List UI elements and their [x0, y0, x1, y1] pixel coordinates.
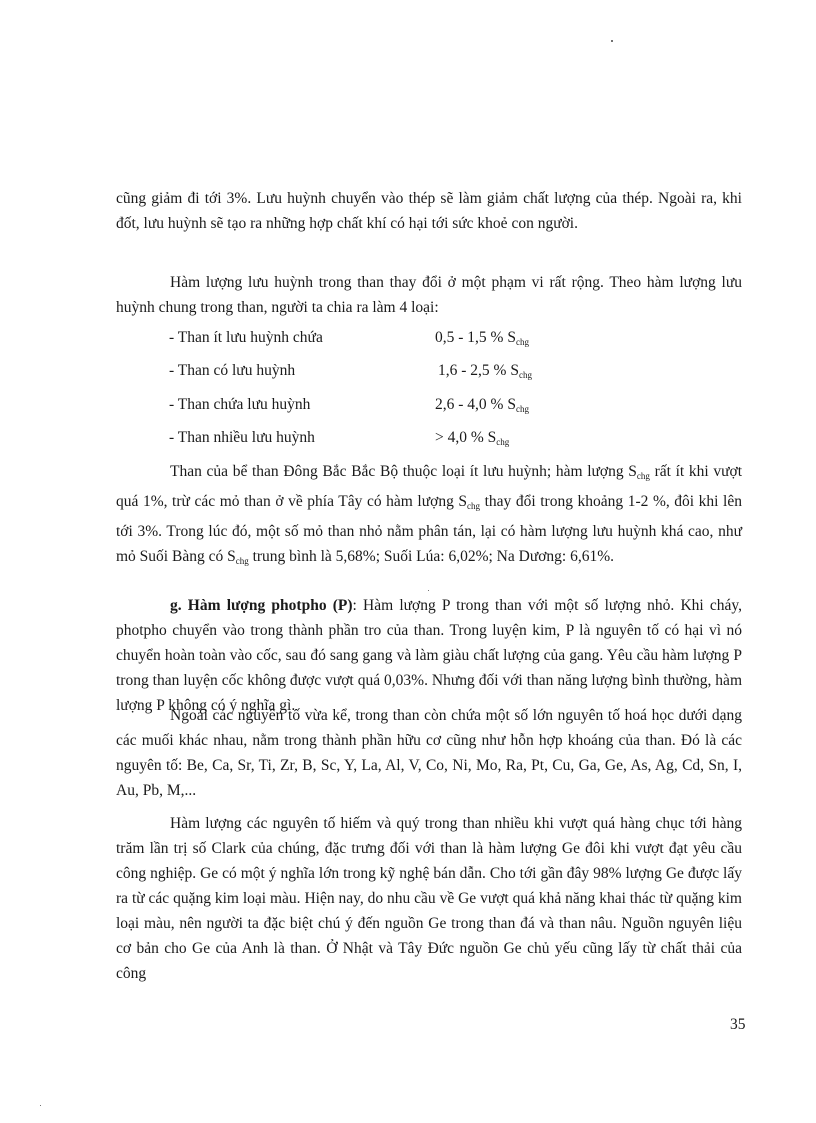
list-item-label: - Than ít lưu huỳnh chứa [169, 329, 323, 346]
scan-speck [611, 40, 613, 42]
list-item-label: - Than nhiều lưu huỳnh [169, 429, 315, 446]
section-heading: g. Hàm lượng photpho (P) [170, 597, 353, 614]
paragraph-text: Hàm lượng lưu huỳnh trong than thay đổi ở một phạm vi rất rộng. Theo hàm lượng lưu huỳnh chung trong than, người ta chia ra làm 4 loại: [116, 274, 742, 316]
paragraph-text: g. Hàm lượng photpho (P): Hàm lượng P trong than với một số lượng nhỏ. Khi cháy, photpho chuyển vào trong thành phần tro của than. Trong luyện kim, P là nguyên tố có hại vì nó chuyển hoàn toàn vào cốc, sau đó sang gang và làm giàu chất lượng của gang. Yêu cầu hàm lượng P trong than luyện cốc không được vượt quá 0,03%. Nhưng đối với than năng lượng bình thường, hàm lượng P không có ý nghĩa gì. [116, 597, 742, 714]
page-number: 35 [730, 1016, 746, 1033]
list-item-value: 0,5 - 1,5 % $S_{chg}$ [435, 329, 529, 347]
paragraph-trace-elements [116, 703, 742, 803]
paragraph-text: Hàm lượng các nguyên tố hiếm và quý trong than nhiều khi vượt quá hàng chục tới hàng trăm lần trị số Clark của chúng, đặc trưng đối với than là hàm lượng Ge đôi khi vượt đạt yêu cầu công nghiệp. Ge có một ý nghĩa lớn trong kỹ nghệ bán dẫn. Cho tới gần đây 98% lượng Ge được lấy ra từ các quặng kim loại màu. Hiện nay, do nhu cầu về Ge vượt quá khả năng khai thác từ quặng kim loại màu, nên người ta đặc biệt chú ý đến nguồn Ge trong than đá và than nâu. Nguồn nguyên liệu cơ bản cho Ge của Anh là than. Ở Nhật và Tây Đức nguồn Ge chủ yếu cũng lấy từ chất thải của công [116, 815, 742, 982]
paragraph-text: Ngoài các nguyên tố vừa kể, trong than còn chứa một số lớn nguyên tố hoá học dưới dạng các muối khác nhau, nằm trong thành phần hữu cơ cũng như hỗn hợp khoáng của than. Đó là các nguyên tố: Be, Ca, Sr, Ti, Zr, B, Sc, Y, La, Al, V, Co, Ni, Mo, Ra, Pt, Cu, Ga, Ge, As, Ag, Cd, Sn, I, Au, Pb, M,... [116, 707, 742, 799]
paragraph-northeast-basin [116, 459, 742, 574]
list-item-value: 1,6 - 2,5 % $S_{chg}$ [438, 362, 532, 380]
list-item [169, 394, 729, 416]
list-item [169, 427, 729, 449]
list-item-value: 2,6 - 4,0 % $S_{chg}$ [435, 396, 529, 414]
list-item-label: - Than có lưu huỳnh [169, 362, 296, 379]
paragraph-sulfur-effect [116, 186, 742, 236]
list-item [169, 327, 729, 349]
paragraph-text: Than của bể than Đông Bắc Bắc Bộ thuộc loại ít lưu huỳnh; hàm lượng $S_{chg}$ rất ít khi vượt quá 1%, trừ các mỏ than ở về phía Tây có hàm lượng $S_{chg}$ thay đổi trong khoảng 1-2 %, đôi khi lên tới 3%. Trong lúc đó, một số mỏ than nhỏ nằm phân tán, lại có hàm lượng lưu huỳnh khá cao, như mỏ Suối Bàng có $S_{chg}$ trung bình là 5,68%; Suối Lúa: 6,02%; Na Dương: 6,61%. [116, 463, 743, 566]
paragraph-text: cũng giảm đi tới 3%. Lưu huỳnh chuyển vào thép sẽ làm giảm chất lượng của thép. Ngoài ra, khi đốt, lưu huỳnh sẽ tạo ra những hợp chất khí có hại tới sức khoẻ con người. [116, 190, 742, 232]
scan-speck [40, 1105, 41, 1106]
paragraph-sulfur-range [116, 270, 742, 320]
list-item-value: > 4,0 % $S_{chg}$ [435, 429, 510, 447]
scan-speck [428, 590, 429, 591]
list-item-label: - Than chứa lưu huỳnh [169, 396, 311, 413]
list-item [169, 360, 729, 382]
paragraph-germanium [116, 811, 742, 986]
paragraph-phosphorus [116, 593, 742, 718]
